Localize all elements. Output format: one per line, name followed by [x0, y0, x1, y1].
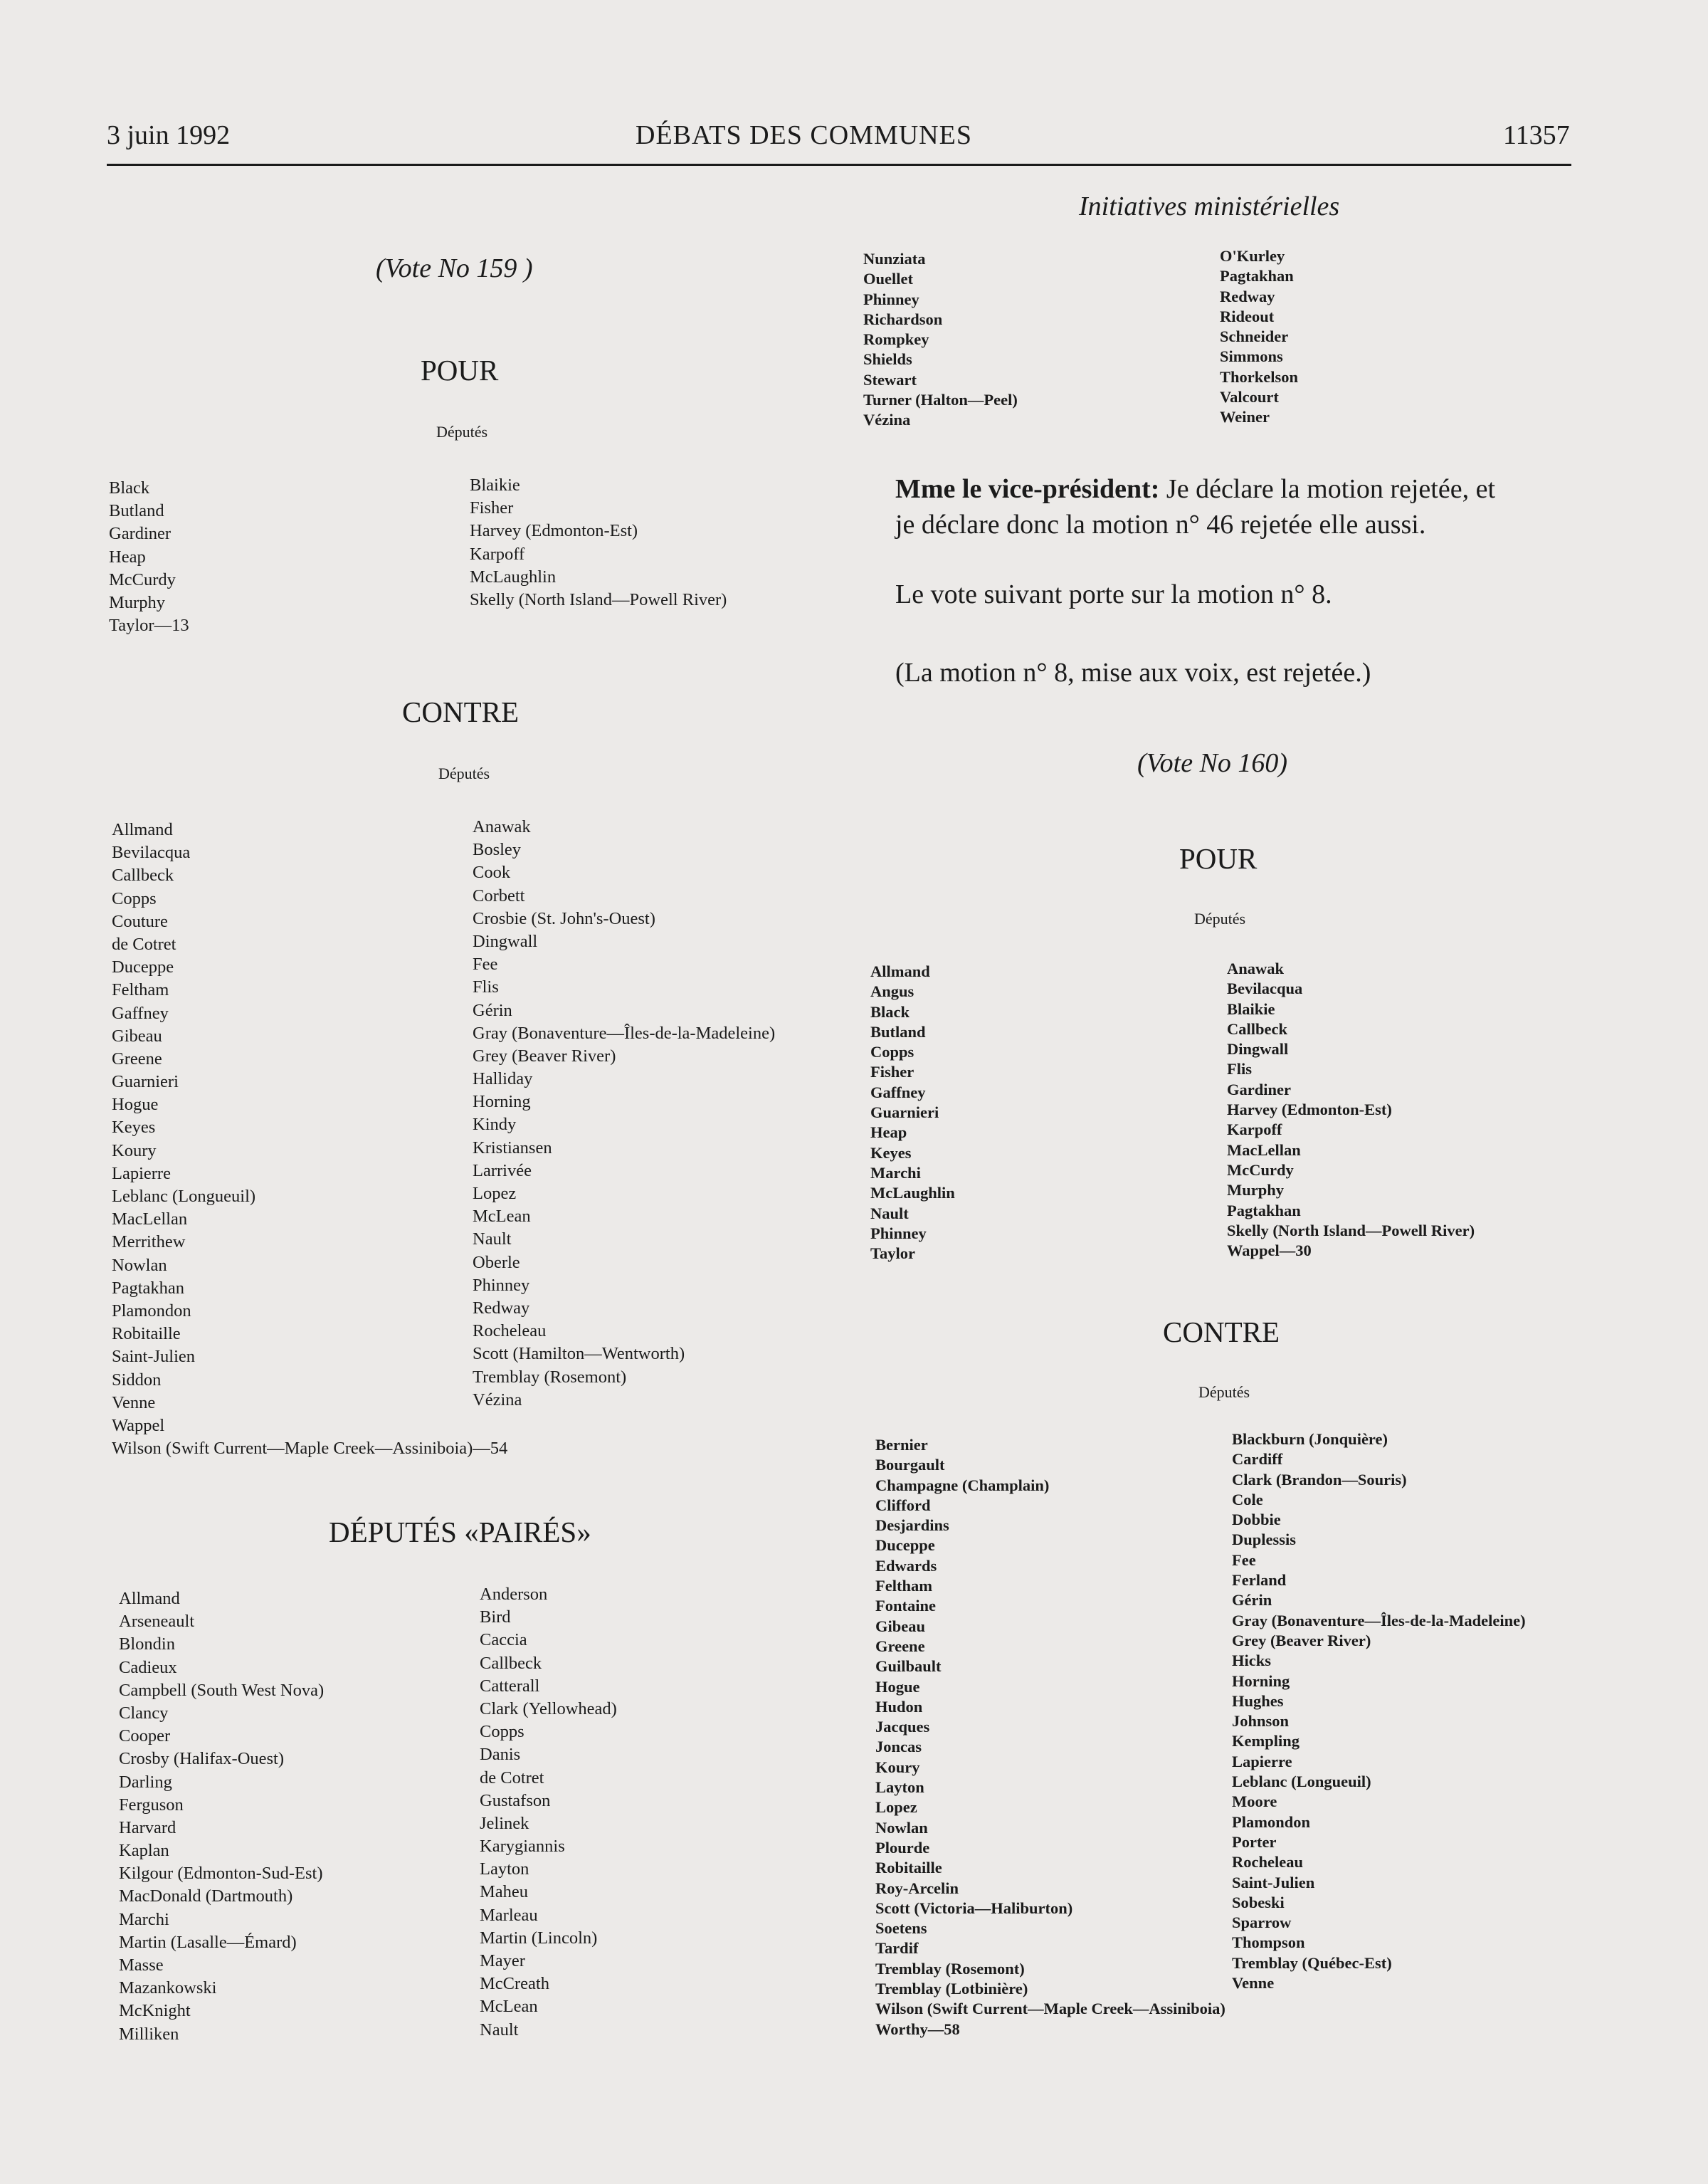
member-name: Murphy — [1227, 1181, 1285, 1199]
member-name: Mazankowski — [119, 1978, 217, 1998]
member-name: Skelly (North Island—Powell River) — [470, 589, 727, 609]
member-name: Nunziata — [863, 250, 926, 268]
left-paires-heading: DÉPUTÉS «PAIRÉS» — [329, 1516, 591, 1548]
vote-160-title: (Vote No 160) — [1137, 748, 1288, 778]
member-name: Copps — [112, 888, 157, 908]
member-name: Horning — [1232, 1671, 1290, 1690]
member-name: Tremblay (Rosemont) — [875, 1959, 1025, 1978]
member-name: Wappel — [112, 1415, 165, 1435]
member-name: Stewart — [863, 370, 917, 389]
member-name: Mayer — [480, 1951, 525, 1970]
member-name: Allmand — [870, 962, 930, 980]
member-name: Layton — [875, 1778, 924, 1797]
right-contre-col1 — [875, 1435, 1225, 2039]
member-name: Wappel—30 — [1227, 1241, 1312, 1260]
member-name: Blaikie — [470, 476, 520, 495]
member-name: Kaplan — [119, 1841, 169, 1861]
member-name: Horning — [473, 1092, 531, 1112]
member-name: Koury — [112, 1140, 157, 1160]
member-name: Thorkelson — [1220, 367, 1299, 386]
member-name: Turner (Halton—Peel) — [863, 391, 1018, 409]
member-name: Gibeau — [875, 1617, 926, 1635]
member-name: Keyes — [870, 1143, 912, 1162]
member-name: Saint-Julien — [112, 1347, 196, 1367]
member-name: Phinney — [870, 1224, 927, 1242]
member-name: Fee — [1232, 1550, 1256, 1569]
member-name: Gardiner — [1227, 1080, 1291, 1098]
member-name: Bevilacqua — [112, 843, 191, 863]
member-name: Flis — [1227, 1060, 1253, 1078]
member-name: Koury — [875, 1758, 920, 1776]
member-name: Duplessis — [1232, 1531, 1297, 1549]
section-title: Initiatives ministérielles — [1079, 191, 1340, 221]
member-name: Grey (Beaver River) — [1232, 1631, 1371, 1649]
member-name: Johnson — [1232, 1712, 1290, 1731]
member-name: Marleau — [480, 1905, 538, 1925]
member-name: Gibeau — [112, 1026, 162, 1046]
member-name: MacDonald (Dartmouth) — [119, 1886, 293, 1906]
motion-result-text: (La motion n° 8, mise aux voix, est rejetée.) — [895, 658, 1371, 688]
member-name: Anawak — [1227, 960, 1285, 977]
member-name: Blondin — [119, 1634, 175, 1654]
right-contre-heading: CONTRE — [1163, 1316, 1280, 1348]
left-pour-heading: POUR — [421, 354, 499, 387]
member-name: Lapierre — [112, 1163, 171, 1183]
member-name: Robitaille — [112, 1324, 181, 1344]
member-name: McLaughlin — [870, 1184, 955, 1202]
member-name: McLean — [480, 1997, 538, 2017]
member-name: Soetens — [875, 1919, 927, 1938]
member-name: Lopez — [875, 1798, 917, 1817]
member-name: Tardif — [875, 1939, 919, 1958]
member-name: Sobeski — [1232, 1893, 1285, 1911]
member-name: MacLellan — [112, 1209, 188, 1229]
member-name: Cole — [1232, 1490, 1263, 1508]
member-name: Cooper — [119, 1726, 171, 1746]
member-name: de Cotret — [480, 1768, 544, 1787]
member-name: Cadieux — [119, 1657, 177, 1677]
member-name: Gaffney — [870, 1083, 926, 1101]
member-name: Karygiannis — [480, 1837, 565, 1857]
right-pour-col1 — [870, 962, 955, 1264]
member-name: Hudon — [875, 1697, 923, 1716]
member-name: Fee — [473, 955, 498, 975]
member-name: Leblanc (Longueuil) — [1232, 1773, 1371, 1791]
member-name: Butland — [870, 1022, 926, 1041]
member-name: Nault — [870, 1204, 909, 1222]
member-name: Heap — [870, 1123, 907, 1142]
member-name: Harvey (Edmonton-Est) — [1227, 1101, 1392, 1119]
statement-line2: je déclare donc la motion n° 46 rejetée elle aussi. — [895, 510, 1426, 540]
member-name: Duceppe — [112, 957, 174, 977]
member-name: Valcourt — [1220, 388, 1279, 406]
member-name: Feltham — [112, 980, 169, 1000]
member-name: Rompkey — [863, 330, 929, 349]
member-name: Allmand — [119, 1589, 180, 1608]
member-name: Rocheleau — [1232, 1853, 1303, 1871]
member-name: Dingwall — [473, 931, 538, 951]
member-name: Taylor—13 — [109, 616, 189, 636]
member-name: Callbeck — [480, 1653, 542, 1673]
page-number: 11357 — [1503, 120, 1570, 150]
member-name: Tremblay (Rosemont) — [473, 1367, 627, 1387]
member-name: Clancy — [119, 1703, 169, 1723]
left-paires-col2 — [480, 1583, 617, 2042]
right-pour-heading: POUR — [1179, 842, 1258, 875]
left-contre-heading: CONTRE — [402, 695, 519, 728]
member-name: Tremblay (Lotbinière) — [875, 1980, 1028, 1998]
member-name: Pagtakhan — [1227, 1201, 1301, 1219]
member-name: McCurdy — [109, 569, 176, 589]
member-name: Gérin — [1232, 1591, 1272, 1610]
left-contre-col1 — [112, 819, 507, 1460]
member-name: Merrithew — [112, 1232, 186, 1252]
member-name: Feltham — [875, 1577, 932, 1595]
member-name: Saint-Julien — [1232, 1873, 1315, 1891]
member-name: Arseneault — [119, 1612, 195, 1632]
member-name: Hogue — [112, 1095, 159, 1115]
right-top-col1 — [863, 249, 1018, 431]
member-name: Edwards — [875, 1556, 937, 1575]
member-name: Dobbie — [1232, 1511, 1281, 1529]
member-name: Worthy—58 — [875, 2020, 960, 2038]
member-name: Skelly (North Island—Powell River) — [1227, 1221, 1475, 1239]
member-name: Phinney — [473, 1275, 530, 1295]
member-name: Duceppe — [875, 1536, 935, 1555]
member-name: Plourde — [875, 1838, 930, 1857]
member-name: Pagtakhan — [1220, 267, 1294, 285]
left-contre-col2 — [473, 816, 775, 1412]
member-name: Wilson (Swift Current—Maple Creek—Assiniboia) — [875, 2000, 1225, 2018]
member-name: Gardiner — [109, 524, 172, 544]
member-name: Harvey (Edmonton-Est) — [470, 521, 638, 541]
left-paires-col1 — [119, 1587, 324, 2046]
member-name: Vézina — [473, 1390, 522, 1409]
member-name: Redway — [1220, 287, 1275, 305]
member-name: Vézina — [863, 411, 911, 429]
member-name: Redway — [473, 1298, 530, 1318]
member-name: Callbeck — [112, 866, 174, 886]
member-name: Siddon — [112, 1370, 162, 1390]
member-name: Blaikie — [1227, 999, 1275, 1018]
member-name: Desjardins — [875, 1516, 949, 1535]
member-name: Anderson — [480, 1585, 548, 1604]
member-name: Nowlan — [112, 1255, 167, 1275]
member-name: McCurdy — [1227, 1160, 1294, 1179]
member-name: Kempling — [1232, 1732, 1300, 1750]
member-name: Black — [109, 478, 150, 498]
member-name: McCreath — [480, 1974, 549, 1994]
member-name: Sparrow — [1232, 1913, 1292, 1932]
member-name: Lapierre — [1232, 1752, 1292, 1770]
member-name: Callbeck — [1227, 1019, 1288, 1038]
member-name: Angus — [870, 982, 914, 1001]
member-name: Copps — [480, 1722, 524, 1742]
member-name: Copps — [870, 1043, 914, 1061]
right-pour-subheading: Députés — [1194, 910, 1246, 928]
header-title: DÉBATS DES COMMUNES — [636, 120, 972, 150]
member-name: O'Kurley — [1220, 247, 1285, 265]
member-name: Fisher — [870, 1063, 914, 1081]
member-name: Cardiff — [1232, 1450, 1283, 1469]
member-name: Fisher — [470, 498, 514, 518]
member-name: de Cotret — [112, 934, 176, 954]
member-name: Crosby (Halifax-Ouest) — [119, 1749, 285, 1769]
member-name: Leblanc (Longueuil) — [112, 1187, 256, 1206]
member-name: Masse — [119, 1955, 164, 1975]
member-name: Clark (Yellowhead) — [480, 1699, 617, 1718]
member-name: Bernier — [875, 1436, 928, 1454]
member-name: Porter — [1232, 1832, 1277, 1851]
member-name: Layton — [480, 1859, 529, 1879]
member-name: Maheu — [480, 1882, 529, 1902]
member-name: Gray (Bonaventure—Îles-de-la-Madeleine) — [1232, 1611, 1526, 1629]
member-name: Caccia — [480, 1630, 527, 1650]
member-name: Shields — [863, 350, 912, 369]
member-name: Marchi — [870, 1163, 921, 1182]
next-vote-text: Le vote suivant porte sur la motion n° 8. — [895, 579, 1332, 609]
member-name: Tremblay (Québec-Est) — [1232, 1953, 1392, 1972]
right-top-col2 — [1220, 246, 1298, 428]
member-name: Nowlan — [875, 1818, 928, 1837]
member-name: Crosbie (St. John's-Ouest) — [473, 908, 655, 928]
left-pour-subheading: Députés — [436, 423, 488, 441]
vote-159-title: (Vote No 159 ) — [376, 253, 533, 283]
member-name: Butland — [109, 501, 164, 521]
member-name: Pagtakhan — [112, 1278, 185, 1298]
member-name: Hogue — [875, 1677, 920, 1696]
member-name: MacLellan — [1227, 1140, 1301, 1159]
left-pour-col2 — [470, 474, 727, 611]
member-name: Anawak — [473, 817, 531, 836]
member-name: Marchi — [119, 1909, 169, 1929]
member-name: Scott (Hamilton—Wentworth) — [473, 1344, 685, 1364]
right-contre-subheading: Députés — [1198, 1383, 1250, 1401]
member-name: Nault — [473, 1229, 512, 1249]
member-name: Kindy — [473, 1115, 517, 1135]
member-name: Guarnieri — [112, 1072, 179, 1092]
member-name: McKnight — [119, 2001, 191, 2021]
member-name: Clark (Brandon—Souris) — [1232, 1470, 1407, 1489]
header-date: 3 juin 1992 — [107, 120, 231, 150]
member-name: McLaughlin — [470, 567, 557, 587]
member-name: Jacques — [875, 1718, 930, 1736]
member-name: Schneider — [1220, 327, 1289, 346]
member-name: Thompson — [1232, 1933, 1305, 1952]
member-name: Guilbault — [875, 1657, 942, 1676]
member-name: Rocheleau — [473, 1321, 547, 1341]
member-name: Plamondon — [1232, 1812, 1311, 1831]
member-name: Black — [870, 1002, 910, 1021]
member-name: Oberle — [473, 1252, 520, 1272]
member-name: Scott (Victoria—Haliburton) — [875, 1899, 1073, 1917]
member-name: Danis — [480, 1745, 521, 1765]
statement-paragraph — [895, 471, 1578, 542]
member-name: Ferland — [1232, 1571, 1287, 1590]
member-name: Murphy — [109, 592, 165, 612]
header-rule — [107, 164, 1571, 166]
member-name: Cook — [473, 863, 511, 883]
member-name: Halliday — [473, 1069, 533, 1089]
member-name: Clifford — [875, 1496, 931, 1514]
member-name: Milliken — [119, 2024, 179, 2044]
member-name: Robitaille — [875, 1859, 942, 1877]
member-name: Gérin — [473, 1000, 512, 1020]
member-name: Martin (Lincoln) — [480, 1928, 598, 1948]
right-contre-col2 — [1232, 1429, 1526, 1993]
member-name: Richardson — [863, 310, 943, 328]
member-name: Darling — [119, 1772, 172, 1792]
member-name: Weiner — [1220, 408, 1270, 426]
member-name: Rideout — [1220, 307, 1275, 325]
member-name: Hicks — [1232, 1652, 1272, 1670]
member-name: Greene — [875, 1637, 925, 1655]
member-name: Allmand — [112, 820, 173, 839]
member-name: Plamondon — [112, 1301, 191, 1321]
member-name: Wilson (Swift Current—Maple Creek—Assiniboia)—54 — [112, 1439, 508, 1459]
member-name: Nault — [480, 2020, 519, 2039]
member-name: Corbett — [473, 886, 525, 905]
member-name: Heap — [109, 547, 146, 567]
member-name: Champagne (Champlain) — [875, 1476, 1050, 1494]
right-pour-col2 — [1227, 959, 1475, 1261]
member-name: Moore — [1232, 1792, 1277, 1811]
member-name: Catterall — [480, 1676, 540, 1696]
member-name: Ouellet — [863, 270, 913, 288]
member-name: Dingwall — [1227, 1040, 1289, 1059]
member-name: Bosley — [473, 840, 522, 860]
member-name: Kilgour (Edmonton-Sud-Est) — [119, 1864, 323, 1884]
member-name: McLean — [473, 1207, 531, 1227]
member-name: Bird — [480, 1607, 511, 1627]
member-name: Hughes — [1232, 1691, 1284, 1710]
member-name: Greene — [112, 1049, 162, 1069]
member-name: Gaffney — [112, 1003, 169, 1023]
member-name: Roy-Arcelin — [875, 1879, 959, 1897]
member-name: Martin (Lasalle—Émard) — [119, 1932, 297, 1952]
member-name: Jelinek — [480, 1813, 529, 1833]
member-name: Fontaine — [875, 1597, 937, 1615]
statement-line1: Je déclare la motion rejetée, et — [1159, 474, 1496, 504]
member-name: Joncas — [875, 1738, 922, 1756]
member-name: Couture — [112, 911, 168, 931]
member-name: Simmons — [1220, 347, 1283, 366]
member-name: Lopez — [473, 1184, 517, 1203]
speaker-name: Mme le vice-président: — [895, 474, 1160, 504]
member-name: Karpoff — [1227, 1120, 1282, 1139]
member-name: Ferguson — [119, 1795, 184, 1815]
member-name: Larrivée — [473, 1160, 532, 1180]
member-name: Gustafson — [480, 1790, 551, 1810]
member-name: Bourgault — [875, 1456, 945, 1474]
left-pour-col1 — [109, 477, 189, 637]
member-name: Phinney — [863, 290, 919, 308]
member-name: Kristiansen — [473, 1138, 552, 1157]
member-name: Campbell (South West Nova) — [119, 1680, 325, 1700]
member-name: Harvard — [119, 1817, 176, 1837]
member-name: Keyes — [112, 1118, 156, 1138]
member-name: Grey (Beaver River) — [473, 1046, 616, 1066]
member-name: Venne — [1232, 1974, 1275, 1993]
member-name: Taylor — [870, 1244, 915, 1263]
member-name: Bevilacqua — [1227, 980, 1303, 998]
member-name: Guarnieri — [870, 1103, 939, 1122]
member-name: Venne — [112, 1392, 156, 1412]
member-name: Gray (Bonaventure—Îles-de-la-Madeleine) — [473, 1023, 776, 1043]
member-name: Karpoff — [470, 544, 525, 564]
left-contre-subheading: Députés — [438, 765, 490, 782]
member-name: Blackburn (Jonquière) — [1232, 1430, 1388, 1448]
member-name: Flis — [473, 977, 499, 997]
